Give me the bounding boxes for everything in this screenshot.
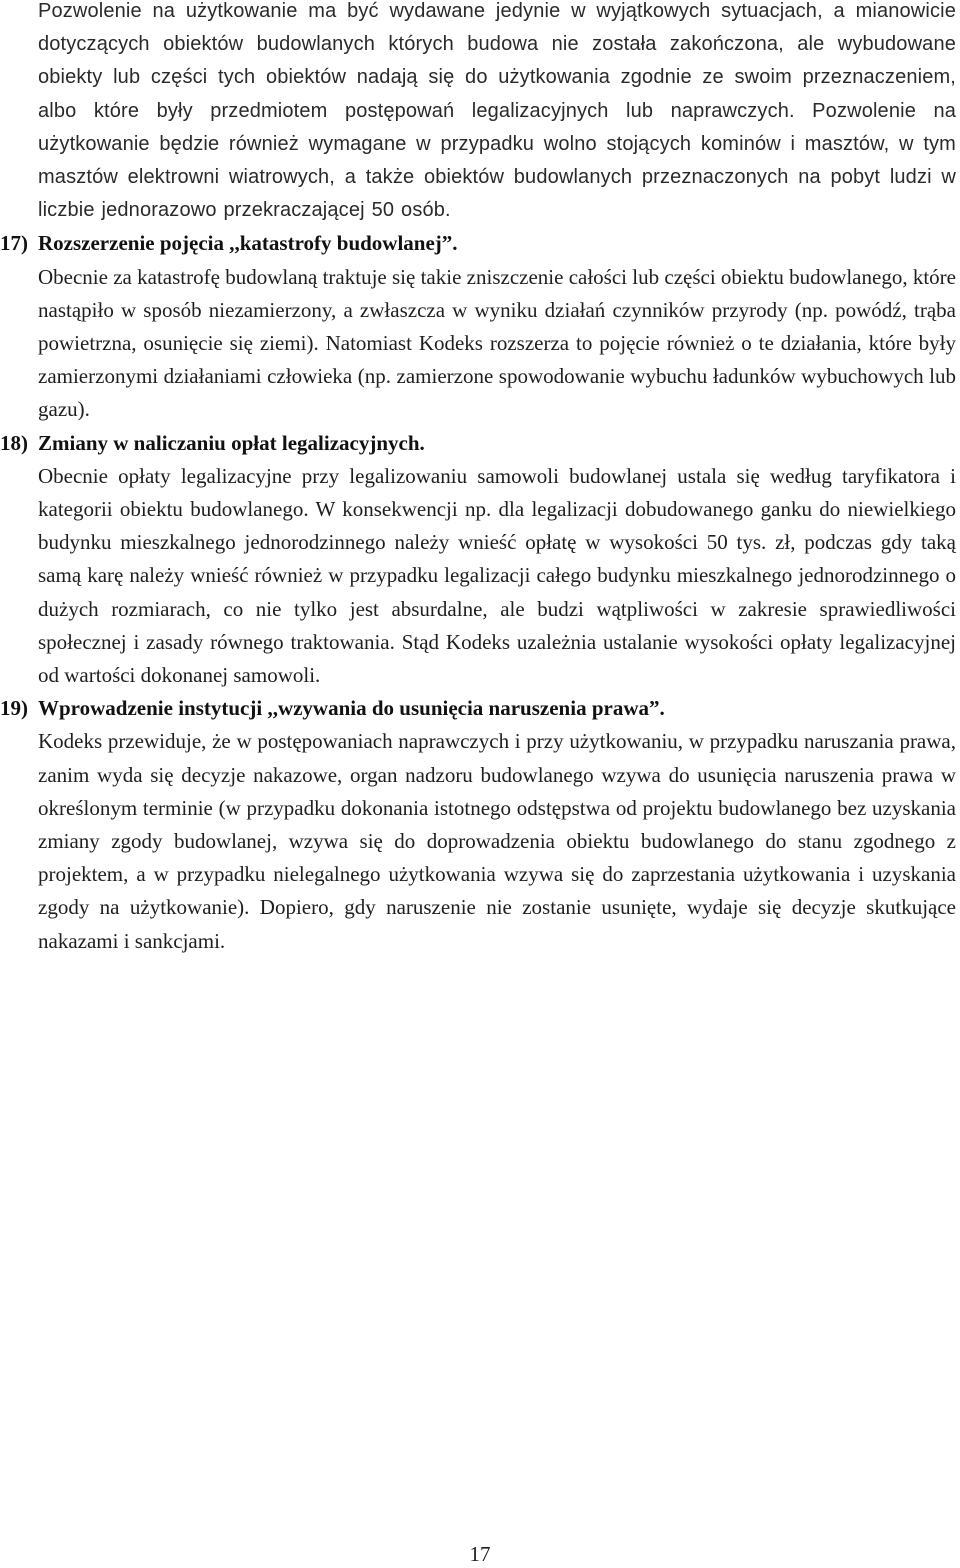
section-body: Obecnie za katastrofę budowlaną traktuje się takie zniszczenie całości lub części obiektu budowlanego, które nastąpiło w sposób niezamierzony, a zwłaszcza w wyniku działań czynników przyrody (np. powódź, trąba powietrzna, osunięcie się ziemi). Natomiast Kodeks rozszerza to pojęcie również o te działania, które były zamierzonymi działaniami człowieka (np. zamierzone spowodowanie wybuchu ładunków wybuchowych lub gazu). [38,264,956,422]
section-19 [0,692,956,958]
section-heading: 19) Wprowadzenie instytucji ,,wzywania do usunięcia naruszenia prawa”. [38,692,956,725]
page-number: 17 [469,1542,491,1566]
section-18 [0,427,956,693]
section-title: Wprowadzenie instytucji ,,wzywania do usunięcia naruszenia prawa”. [38,696,665,721]
section-body: Obecnie opłaty legalizacyjne przy legalizowaniu samowoli budowlanej ustala się według taryfikatora i kategorii obiektu budowlanego. W konsekwencji np. dla legalizacji dobudowanego ganku do niewielkiego budynku mieszkalnego jednorodzinnego należy wnieść opłatę w wysokości 50 tys. zł, podczas gdy taką samą karę należy wnieść również w przypadku legalizacji całego budynku mieszkalnego jednorodzinnego o dużych rozmiarach, co nie tylko jest absurdalne, ale budzi wątpliwości w zakresie sprawiedliwości społecznej i zasady równego traktowania. Stąd Kodeks uzależnia ustalanie wysokości opłaty legalizacyjnej od wartości dokonanej samowoli. [38,463,956,688]
section-heading: 17) Rozszerzenie pojęcia ,,katastrofy budowlanej”. [38,227,956,260]
section-heading: 18) Zmiany w naliczaniu opłat legalizacyjnych. [38,427,956,460]
section-17 [0,227,956,426]
section-title: Rozszerzenie pojęcia ,,katastrofy budowlanej”. [38,231,458,256]
section-body: Kodeks przewiduje, że w postępowaniach naprawczych i przy użytkowaniu, w przypadku naruszania prawa, zanim wyda się decyzje nakazowe, organ nadzoru budowlanego wzywa do usunięcia naruszenia prawa w określonym terminie (w przypadku dokonania istotnego odstępstwa od projektu budowlanego bez uzyskania zmiany zgody budowlanej, wzywa się do doprowadzenia obiektu budowlanego do stanu zgodnego z projektem, a w przypadku nielegalnego użytkowania wzywa się do zaprzestania użytkowania i uzyskania zgody na użytkowanie). Dopiero, gdy naruszenie nie zostanie usunięte, wydaje się decyzje skutkujące nakazami i sankcjami. [38,729,956,953]
section-title: Zmiany w naliczaniu opłat legalizacyjnych. [38,430,425,455]
intro-paragraph: Pozwolenie na użytkowanie ma być wydawane jedynie w wyjątkowych sytuacjach, a mianowicie dotyczących obiektów budowlanych których budowa nie została zakończona, ale wybudowane obiekty lub części tych obiektów nadają się do użytkowania zgodnie ze swoim przeznaczeniem, albo które były przedmiotem postępowań legalizacyjnych lub naprawczych. Pozwolenie na użytkowanie będzie również wymagane w przypadku wolno stojących kominów i masztów, w tym masztów elektrowni wiatrowych, a także obiektów budowlanych przeznaczonych na pobyt ludzi w liczbie jednorazowo przekraczającej 50 osób. [38,0,956,222]
